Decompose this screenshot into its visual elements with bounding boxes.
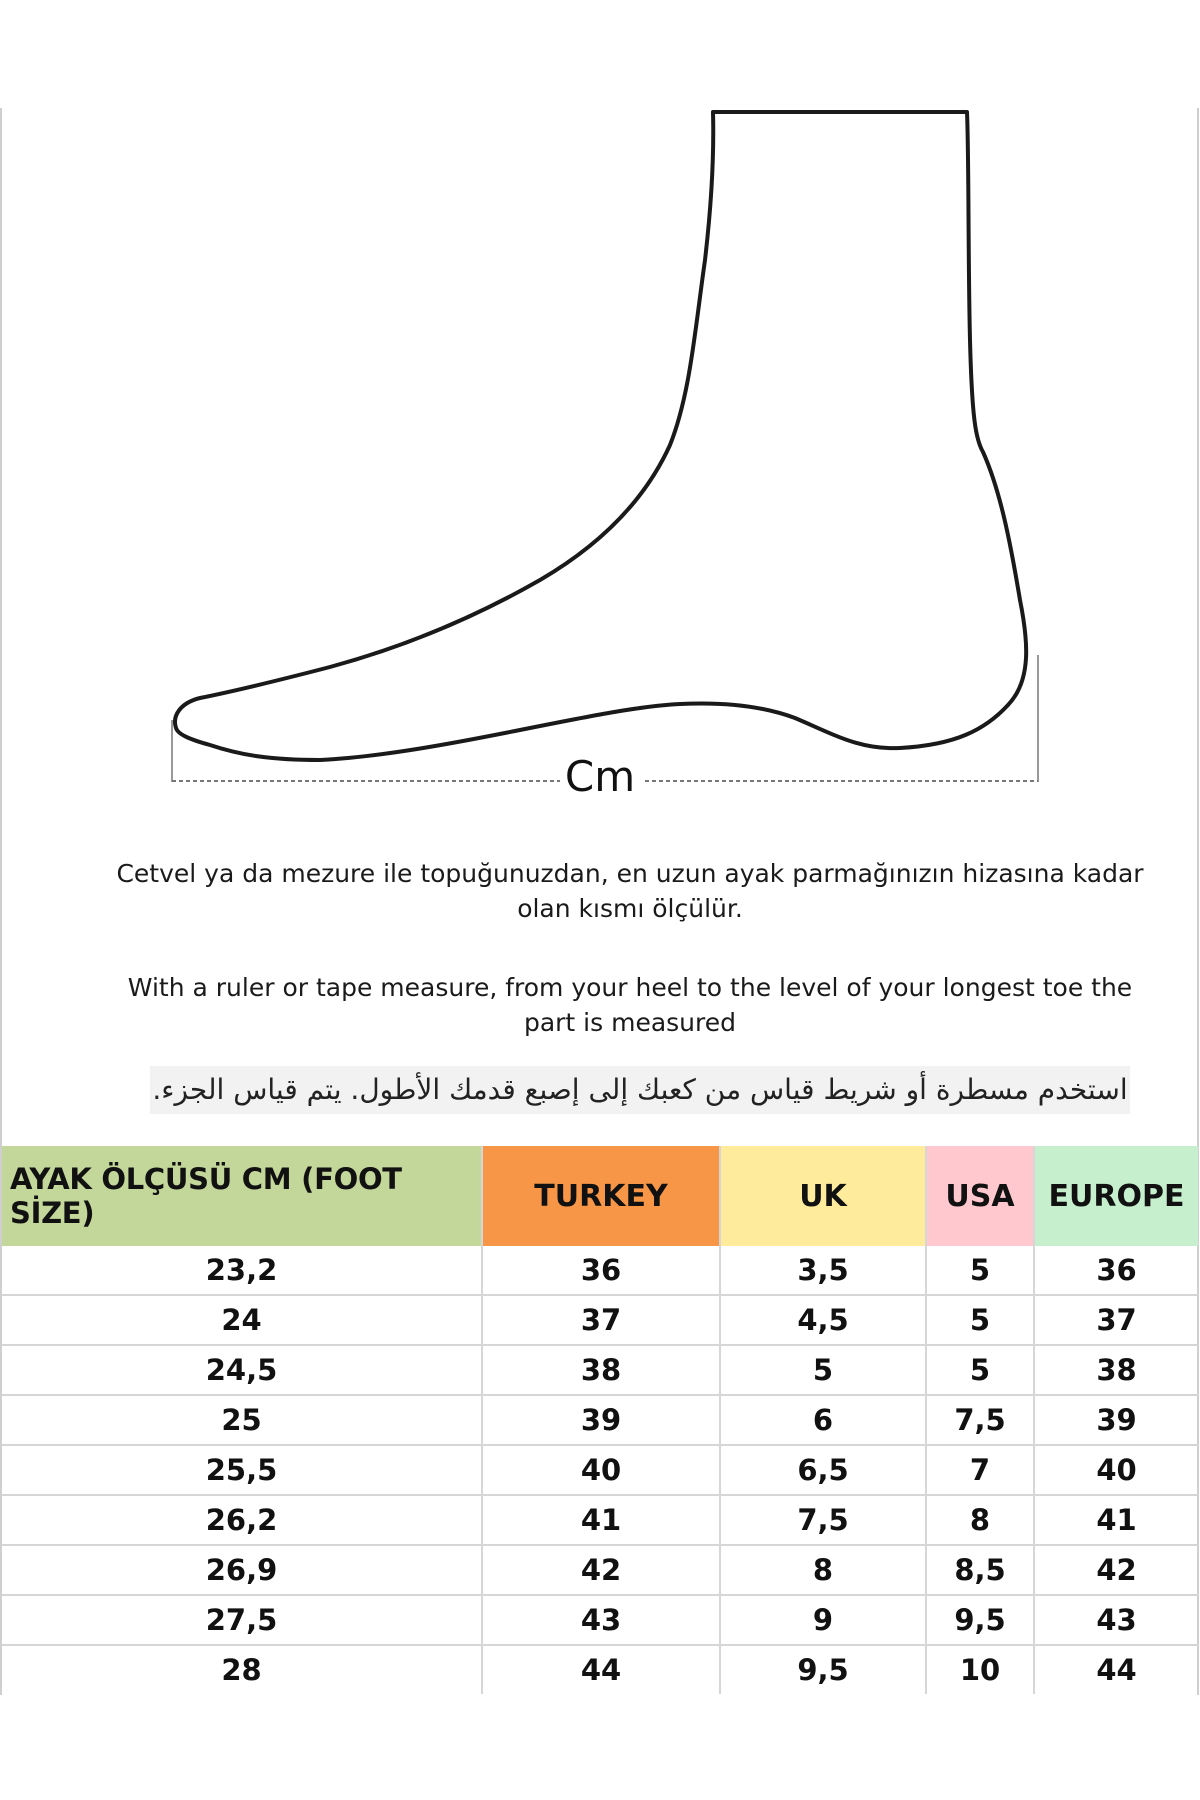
table-row	[2, 1295, 1198, 1345]
cell-europe: 37	[1034, 1295, 1198, 1345]
cell-foot: 25,5	[2, 1445, 482, 1495]
foot-outline-svg	[150, 100, 1050, 820]
cell-usa: 9,5	[926, 1595, 1034, 1645]
header-turkey: TURKEY	[482, 1146, 720, 1246]
cell-turkey: 42	[482, 1545, 720, 1595]
header-europe: EUROPE	[1034, 1146, 1198, 1246]
header-uk: UK	[720, 1146, 926, 1246]
cell-turkey: 39	[482, 1395, 720, 1445]
instruction-turkish: Cetvel ya da mezure ile topuğunuzdan, en uzun ayak parmağınızın hizasına kadar olan kısmı ölçülür.	[116, 859, 1144, 923]
cell-usa: 8	[926, 1495, 1034, 1545]
cell-usa: 10	[926, 1645, 1034, 1694]
cell-europe: 41	[1034, 1495, 1198, 1545]
cell-foot: 23,2	[2, 1246, 482, 1295]
cell-europe: 43	[1034, 1595, 1198, 1645]
cell-foot: 26,2	[2, 1495, 482, 1545]
table-row	[2, 1395, 1198, 1445]
cell-turkey: 43	[482, 1595, 720, 1645]
cell-foot: 24,5	[2, 1345, 482, 1395]
foot-outline	[175, 112, 1026, 760]
cell-europe: 39	[1034, 1395, 1198, 1445]
cell-turkey: 44	[482, 1645, 720, 1694]
cell-usa: 5	[926, 1345, 1034, 1395]
cell-turkey: 38	[482, 1345, 720, 1395]
cell-turkey: 37	[482, 1295, 720, 1345]
table-row	[2, 1345, 1198, 1395]
cell-uk: 7,5	[720, 1495, 926, 1545]
cell-uk: 3,5	[720, 1246, 926, 1295]
cell-europe: 38	[1034, 1345, 1198, 1395]
cell-uk: 6	[720, 1395, 926, 1445]
cell-turkey: 41	[482, 1495, 720, 1545]
header-foot-size: AYAK ÖLÇÜSÜ CM (FOOT SİZE)	[2, 1146, 482, 1246]
cell-uk: 4,5	[720, 1295, 926, 1345]
cell-uk: 9,5	[720, 1645, 926, 1694]
cell-turkey: 40	[482, 1445, 720, 1495]
header-usa: USA	[926, 1146, 1034, 1246]
table-row	[2, 1545, 1198, 1595]
size-table-body	[2, 1246, 1198, 1694]
instruction-english: With a ruler or tape measure, from your heel to the level of your longest toe the part is measured	[127, 973, 1133, 1037]
table-header-row	[2, 1146, 1198, 1246]
cell-usa: 5	[926, 1295, 1034, 1345]
cell-uk: 8	[720, 1545, 926, 1595]
size-chart-table	[2, 1146, 1198, 1694]
cell-usa: 7,5	[926, 1395, 1034, 1445]
cell-uk: 5	[720, 1345, 926, 1395]
cell-europe: 44	[1034, 1645, 1198, 1694]
table-row	[2, 1445, 1198, 1495]
cell-turkey: 36	[482, 1246, 720, 1295]
cell-uk: 6,5	[720, 1445, 926, 1495]
cell-uk: 9	[720, 1595, 926, 1645]
table-row	[2, 1645, 1198, 1694]
cell-foot: 25	[2, 1395, 482, 1445]
cell-europe: 40	[1034, 1445, 1198, 1495]
table-row	[2, 1595, 1198, 1645]
instruction-arabic: استخدم مسطرة أو شريط قياس من كعبك إلى إصبع قدمك الأطول. يتم قياس الجزء.	[150, 1066, 1130, 1114]
cell-usa: 7	[926, 1445, 1034, 1495]
measure-unit-label: Cm	[560, 752, 640, 801]
cell-foot: 27,5	[2, 1595, 482, 1645]
cell-usa: 8,5	[926, 1545, 1034, 1595]
foot-measure-diagram	[150, 100, 1050, 820]
table-row	[2, 1246, 1198, 1295]
cell-usa: 5	[926, 1246, 1034, 1295]
cell-europe: 42	[1034, 1545, 1198, 1595]
cell-foot: 28	[2, 1645, 482, 1694]
cell-foot: 24	[2, 1295, 482, 1345]
table-row	[2, 1495, 1198, 1545]
cell-europe: 36	[1096, 1253, 1137, 1287]
cell-foot: 26,9	[2, 1545, 482, 1595]
